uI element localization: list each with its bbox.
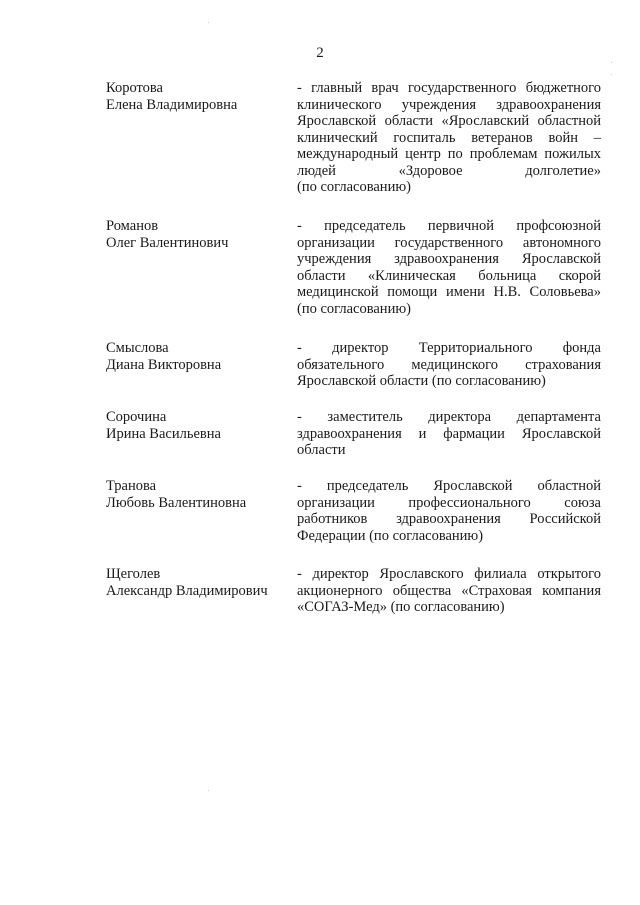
member-name — [106, 478, 286, 511]
member-surname: Смыслова — [106, 340, 169, 356]
position-line: (по согласованию) — [297, 179, 411, 195]
position-line: здравоохранения и фармации Ярославской — [297, 425, 601, 442]
position-line: «СОГАЗ-Мед» (по согласованию) — [297, 599, 505, 615]
position-line: международный центр по проблемам пожилых — [297, 146, 601, 162]
member-position — [297, 478, 601, 544]
position-line: медицинской помощи имени Н.В. Соловьева» — [297, 284, 601, 300]
scan-speck — [208, 790, 209, 791]
scan-speck — [611, 74, 612, 75]
position-line: работников здравоохранения Российской — [297, 511, 601, 527]
position-line: клинического учреждения здравоохранения — [297, 96, 601, 113]
position-line: людей «Здоровое долголетие» — [297, 162, 601, 179]
member-position — [297, 80, 601, 196]
position-line: обязательного медицинского страхования — [297, 356, 601, 373]
member-name — [106, 566, 286, 599]
position-line: клинический госпиталь ветеранов войн – — [297, 129, 601, 146]
member-given-names: Александр Владимирович — [106, 582, 268, 599]
member-name — [106, 218, 286, 251]
member-surname: Транова — [106, 478, 157, 494]
member-position — [297, 409, 601, 459]
position-line: области «Клиническая больница скорой — [297, 267, 601, 284]
member-name — [106, 340, 286, 373]
position-line: - председатель Ярославской областной — [297, 478, 601, 494]
member-position — [297, 218, 601, 317]
member-surname: Коротова — [106, 80, 163, 96]
position-line: Ярославской области (по согласованию) — [297, 373, 546, 389]
member-given-names: Олег Валентинович — [106, 234, 229, 251]
position-line: - директор Территориального фонда — [297, 340, 601, 356]
position-line: организации профессионального союза — [297, 494, 601, 511]
member-position — [297, 566, 601, 616]
position-line: Ярославской области «Ярославский областной — [297, 113, 601, 129]
position-line: Федерации (по согласованию) — [297, 527, 484, 544]
member-given-names: Любовь Валентиновна — [106, 494, 247, 511]
member-surname: Романов — [106, 218, 159, 234]
position-line: - заместитель директора департамента — [297, 409, 601, 425]
member-name — [106, 409, 286, 442]
member-name — [106, 80, 286, 113]
position-line: акционерного общества «Страховая компания — [297, 582, 601, 599]
scan-speck — [208, 22, 209, 23]
position-line: (по согласованию) — [297, 300, 411, 317]
member-given-names: Елена Владимировна — [106, 96, 238, 113]
position-line: - председатель первичной профсоюзной — [297, 218, 601, 234]
position-line: учреждения здравоохранения Ярославской — [297, 251, 601, 267]
scan-speck — [611, 62, 612, 63]
page-number: 2 — [316, 45, 324, 61]
member-given-names: Диана Викторовна — [106, 356, 222, 373]
member-surname: Щеголев — [106, 566, 161, 582]
member-given-names: Ирина Васильевна — [106, 425, 221, 442]
position-line: области — [297, 442, 346, 458]
member-position — [297, 340, 601, 390]
position-line: организации государственного автономного — [297, 234, 601, 251]
position-line: - директор Ярославского филиала открытого — [297, 566, 601, 582]
position-line: - главный врач государственного бюджетного — [297, 80, 601, 96]
member-surname: Сорочина — [106, 409, 167, 425]
